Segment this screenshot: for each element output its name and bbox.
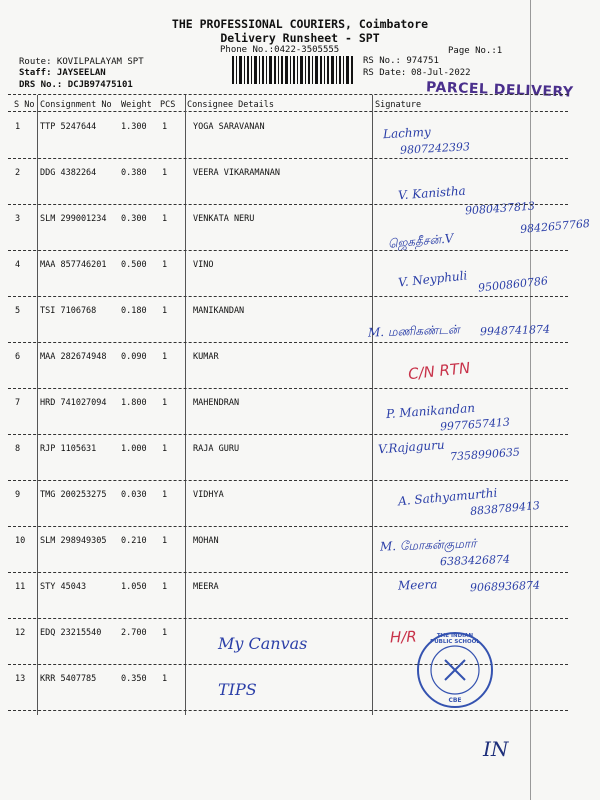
- row-sno: 11: [15, 582, 26, 592]
- row-signature: C/N RTN: [407, 358, 472, 384]
- row-pcs: 1: [162, 352, 168, 362]
- row-sno: 3: [15, 214, 21, 224]
- row-signature: ஜெகதீசன்.V: [387, 231, 455, 251]
- row-consignment-no: SLM 299001234: [40, 214, 107, 224]
- row-pcs: 1: [162, 582, 168, 592]
- row-signature: M. மோகன்குமார்: [379, 536, 477, 554]
- row-pcs: 1: [162, 490, 168, 500]
- row-consignment-no: TMG 200253275: [40, 490, 107, 500]
- row-signature: V.Rajaguru: [377, 437, 446, 457]
- row-signature: M. மணிகண்டன்: [367, 322, 460, 340]
- row-consignment-no: STY 45043: [40, 582, 87, 592]
- row-consignee: MEERA: [193, 582, 219, 592]
- row-consignee-handwritten: My Canvas: [218, 634, 308, 653]
- row-weight: 0.500: [121, 260, 147, 270]
- row-consignee-handwritten: TIPS: [218, 680, 257, 699]
- row-weight: 0.350: [121, 674, 147, 684]
- row-weight: 0.030: [121, 490, 147, 500]
- row-weight: 0.300: [121, 214, 147, 224]
- row-consignee: MOHAN: [193, 536, 219, 546]
- row-consignee: VEERA VIKARAMANAN: [193, 168, 280, 178]
- row-pcs: 1: [162, 674, 168, 684]
- rs-date: 08-Jul-2022: [411, 68, 471, 78]
- barcode-icon: [232, 56, 354, 84]
- footer-initials: IN: [483, 737, 509, 761]
- row-divider: [8, 204, 568, 205]
- row-consignment-no: TSI 7106768: [40, 306, 97, 316]
- row-sno: 8: [15, 444, 21, 454]
- row-divider: [8, 296, 568, 297]
- row-phone: 7358990635: [449, 445, 521, 464]
- row-consignee: VENKATA NERU: [193, 214, 255, 224]
- row-weight: 1.000: [121, 444, 147, 454]
- row-phone: 8838789413: [469, 498, 541, 519]
- row-phone: 9807242393: [399, 140, 471, 157]
- row-divider: [8, 250, 568, 251]
- row-consignment-no: KRR 5407785: [40, 674, 97, 684]
- row-phone: 6383426874: [439, 552, 511, 569]
- col-pcs: PCS: [160, 100, 176, 110]
- route-label: Route: KOVILPALAYAM SPT: [19, 57, 144, 67]
- row-signature: Meera: [397, 577, 438, 593]
- row-pcs: 1: [162, 536, 168, 546]
- row-phone: 9068936874: [469, 578, 541, 595]
- row-divider: [8, 434, 568, 435]
- row-sno: 12: [15, 628, 26, 638]
- row-signature: P. Manikandan: [385, 400, 476, 422]
- row-pcs: 1: [162, 398, 168, 408]
- col-consignment: Consignment No: [40, 100, 112, 110]
- row-consignment-no: TTP 5247644: [40, 122, 97, 132]
- row-divider: [8, 158, 568, 159]
- school-stamp-city: CBE: [448, 697, 462, 704]
- col-sno: S No: [14, 100, 35, 110]
- row-phone: 9948741874: [479, 322, 551, 339]
- staff-label: Staff: JAYSEELAN: [19, 68, 106, 78]
- row-consignment-no: MAA 857746201: [40, 260, 107, 270]
- row-sno: 13: [15, 674, 26, 684]
- row-weight: 0.210: [121, 536, 147, 546]
- row-consignment-no: SLM 298949305: [40, 536, 107, 546]
- row-weight: 1.300: [121, 122, 147, 132]
- row-pcs: 1: [162, 168, 168, 178]
- page-number: Page No.:1: [448, 46, 503, 56]
- col-consignee: Consignee Details: [187, 100, 274, 110]
- row-pcs: 1: [162, 214, 168, 224]
- row-sno: 7: [15, 398, 21, 408]
- row-signature: A. Sathyamurthi: [397, 485, 498, 509]
- row-phone: 9500860786: [477, 274, 549, 295]
- col-weight: Weight: [121, 100, 152, 110]
- row-sno: 1: [15, 122, 21, 132]
- row-sno: 4: [15, 260, 21, 270]
- row-signature: Lachmy: [382, 124, 432, 142]
- row-sno: 9: [15, 490, 21, 500]
- row-consignee: MAHENDRAN: [193, 398, 240, 408]
- row-consignment-no: MAA 282674948: [40, 352, 107, 362]
- row-consignment-no: EDQ 23215540: [40, 628, 102, 638]
- company-title: THE PROFESSIONAL COURIERS, Coimbatore: [171, 17, 429, 31]
- row-consignee: KUMAR: [193, 352, 219, 362]
- row-divider: [8, 480, 568, 481]
- row-signature: V. Neyphuli: [397, 268, 468, 290]
- row-pcs: 1: [162, 444, 168, 454]
- row-weight: 1.800: [121, 398, 147, 408]
- row-consignee: RAJA GURU: [193, 444, 240, 454]
- row-sno: 6: [15, 352, 21, 362]
- row-weight: 0.090: [121, 352, 147, 362]
- drs-number: DRS No.: DCJB97475101: [19, 80, 133, 90]
- runsheet-title: Delivery Runsheet - SPT: [220, 31, 380, 45]
- row-consignee: VIDHYA: [193, 490, 224, 500]
- row-consignment-no: HRD 741027094: [40, 398, 107, 408]
- row-pcs: 1: [162, 628, 168, 638]
- row-divider: [8, 710, 568, 711]
- col-signature: Signature: [375, 100, 422, 110]
- row-pcs: 1: [162, 306, 168, 316]
- row-phone: 9977657413: [439, 415, 511, 434]
- phone-number: Phone No.:0422-3505555: [220, 45, 340, 55]
- row-divider: [8, 388, 568, 389]
- row-pcs: 1: [162, 260, 168, 270]
- row-pcs: 1: [162, 122, 168, 132]
- row-consignment-no: DDG 4382264: [40, 168, 97, 178]
- row-signature: H/R: [389, 627, 418, 647]
- rs-date-label: RS Date:: [363, 68, 407, 78]
- row-divider: [8, 572, 568, 573]
- row-sno: 10: [15, 536, 26, 546]
- row-divider: [8, 526, 568, 527]
- row-weight: 0.380: [121, 168, 147, 178]
- row-consignee: YOGA SARAVANAN: [193, 122, 265, 132]
- rs-number: RS No.: 974751: [363, 56, 439, 66]
- school-stamp-text: THE INDIAN PUBLIC SCHOOL: [430, 633, 480, 645]
- row-phone: 9842657768: [519, 216, 591, 237]
- row-weight: 1.050: [121, 582, 147, 592]
- row-consignee: VINO: [193, 260, 214, 270]
- row-weight: 0.180: [121, 306, 147, 316]
- row-consignee: MANIKANDAN: [193, 306, 245, 316]
- row-weight: 2.700: [121, 628, 147, 638]
- row-sno: 5: [15, 306, 21, 316]
- parcel-delivery-stamp: PARCEL DELIVERY: [425, 79, 574, 101]
- row-signature: V. Kanistha: [397, 183, 467, 203]
- row-consignment-no: RJP 1105631: [40, 444, 97, 454]
- row-divider: [8, 342, 568, 343]
- row-sno: 2: [15, 168, 21, 178]
- row-divider: [8, 618, 568, 619]
- row-phone: 9080437813: [464, 199, 536, 218]
